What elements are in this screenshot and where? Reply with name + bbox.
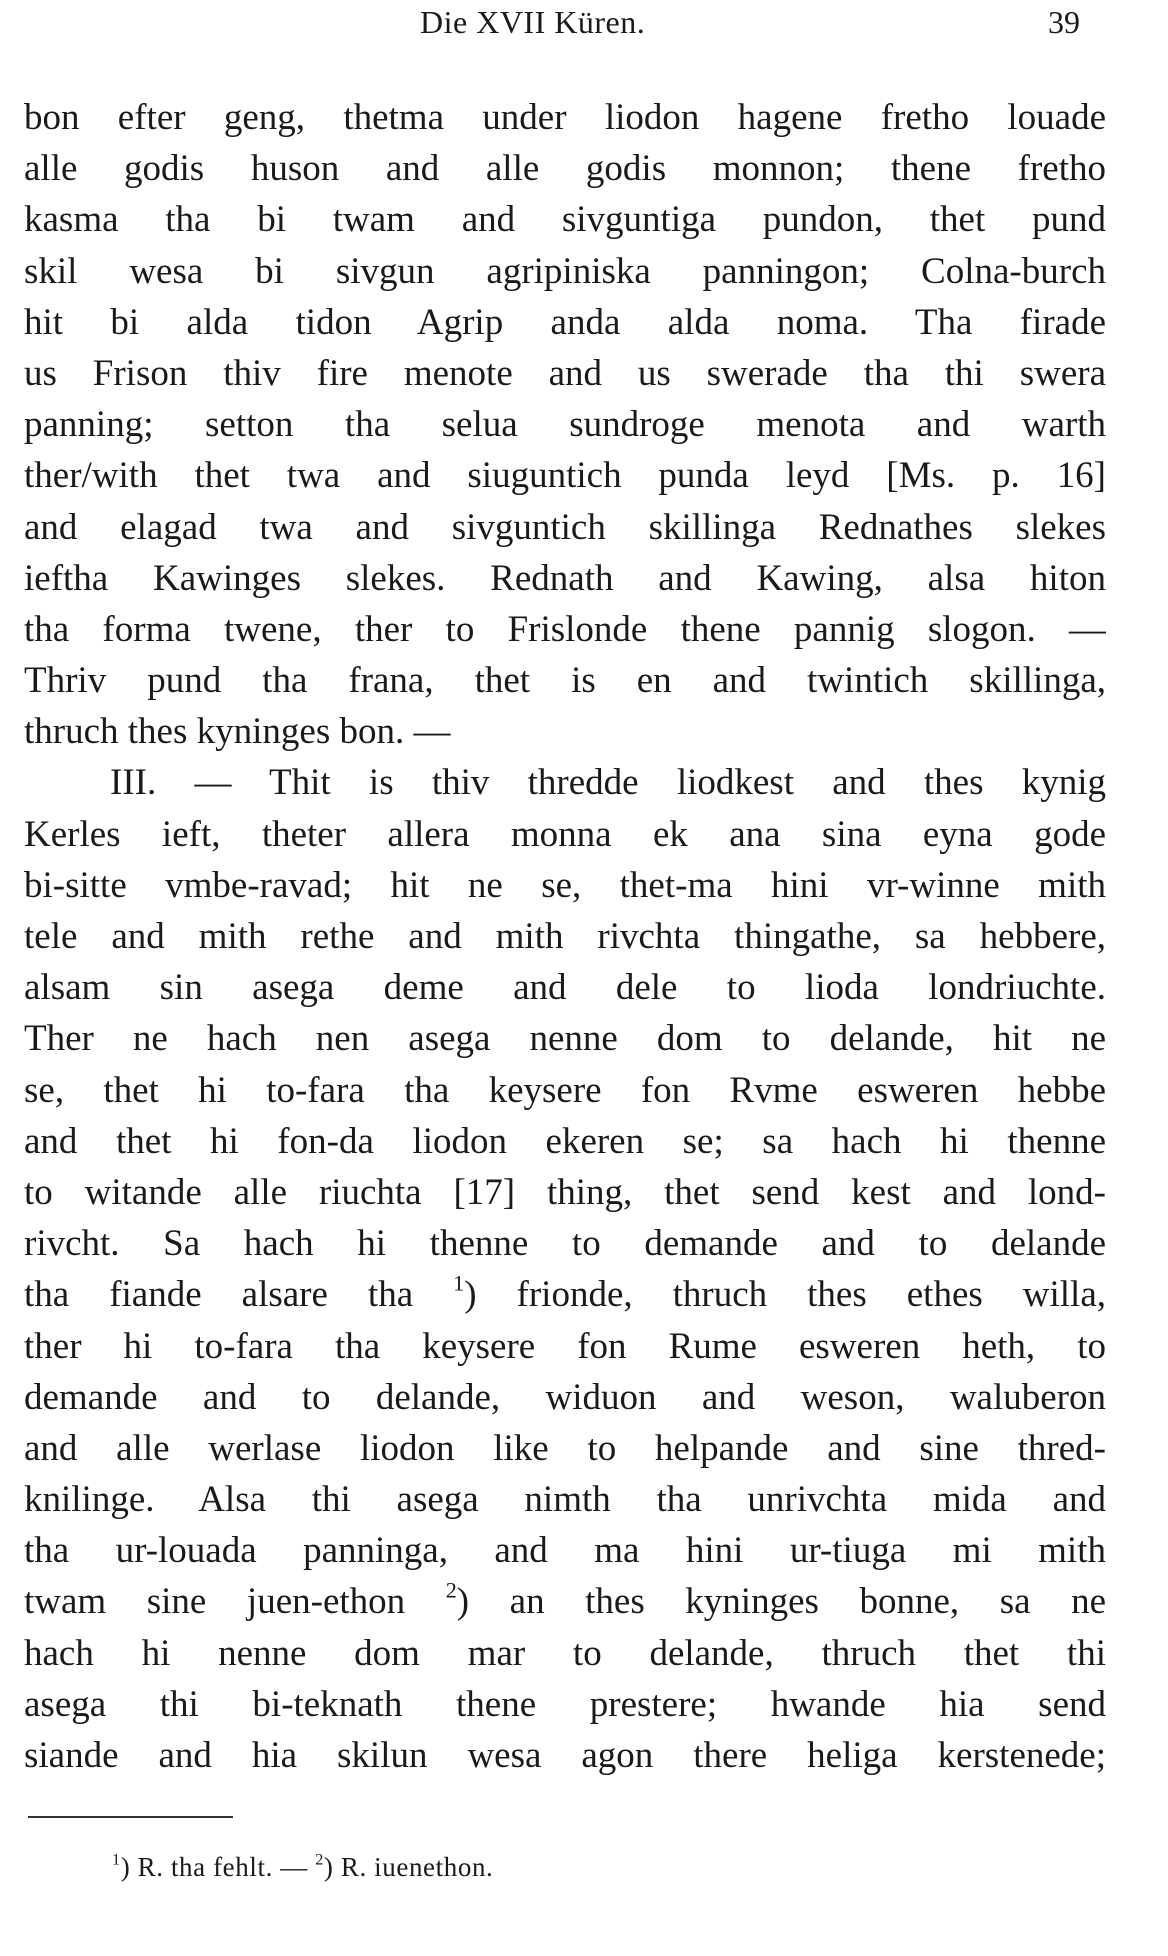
text-line: bon efter geng, thetma under liodon hagene fretho louade	[24, 97, 1106, 138]
text-line: demande and to delande, widuon and weson, waluberon	[24, 1376, 1106, 1418]
text-line: to witande alle riuchta [17] thing, thet send kest and lond-	[24, 1171, 1106, 1213]
footnote-ref-2: 2	[445, 1577, 457, 1603]
text-line: Thriv pund tha frana, thet is en and twintich skillinga,	[24, 660, 1106, 702]
text-line: hach hi nenne dom mar to delande, thruch thet thi	[24, 1632, 1106, 1674]
text-line: se, thet hi to-fara tha keysere fon Rvme esweren hebbe	[24, 1069, 1106, 1111]
text-line: tele and mith rethe and mith rivchta thingathe, sa hebbere,	[24, 916, 1106, 957]
footnote-marker-1: 1	[112, 1850, 121, 1869]
footnote-divider	[28, 1816, 233, 1818]
text-line: tha forma twene, ther to Frislonde thene pannig slogon. —	[24, 608, 1106, 650]
text-segment: ) an thes kyninges bonne, sa ne	[456, 1581, 1106, 1623]
footnote-ref-1: 1	[453, 1270, 465, 1296]
text-line: knilinge. Alsa thi asega nimth tha unrivchta mida and	[24, 1479, 1106, 1521]
footnote-text-2: ) R. iuenethon.	[323, 1852, 494, 1882]
running-head	[0, 4, 1100, 54]
text-line: alsam sin asega deme and dele to lioda londriuchte.	[24, 967, 1106, 1009]
section-start-line: III. — Thit is thiv thredde liodkest and thes kynig	[110, 762, 1106, 804]
text-line: and alle werlase liodon like to helpande and sine thred-	[24, 1427, 1106, 1469]
body-text	[24, 92, 1106, 1781]
text-line: siande and hia skilun wesa agon there heliga kerstenede;	[24, 1735, 1106, 1776]
text-segment: ) frionde, thruch thes ethes willa,	[464, 1274, 1106, 1316]
text-line-with-footnote-ref	[24, 1576, 1106, 1627]
running-title: Die XVII Küren.	[420, 4, 646, 40]
text-line: tha ur-louada panninga, and ma hini ur-tiuga mi mith	[24, 1530, 1106, 1572]
text-line: ieftha Kawinges slekes. Rednath and Kawing, alsa hiton	[24, 557, 1106, 599]
text-line: ther/with thet twa and siuguntich punda leyd [Ms. p. 16]	[24, 455, 1106, 497]
text-line: kasma tha bi twam and sivguntiga pundon, thet pund	[24, 199, 1106, 241]
text-line: and elagad twa and sivguntich skillinga Rednathes slekes	[24, 506, 1106, 548]
text-line: skil wesa bi sivgun agripiniska panningon; Colna-burch	[24, 250, 1106, 292]
text-line-with-footnote-ref	[24, 1269, 1106, 1320]
text-line: and thet hi fon-da liodon ekeren se; sa hach hi thenne	[24, 1120, 1106, 1162]
text-line: alle godis huson and alle godis monnon; thene fretho	[24, 148, 1106, 190]
text-segment: twam sine juen-ethon	[24, 1581, 406, 1623]
page-number: 39	[1048, 4, 1080, 40]
text-line: us Frison thiv fire menote and us swerade tha thi swera	[24, 352, 1106, 394]
text-line: Kerles ieft, theter allera monna ek ana sina eyna gode	[24, 813, 1106, 855]
footnote-text-1: ) R. tha fehlt. —	[120, 1852, 316, 1882]
text-line: hit bi alda tidon Agrip anda alda noma. Tha firade	[24, 301, 1106, 343]
text-line: thruch thes kyninges bon. —	[24, 711, 451, 753]
text-line: panning; setton tha selua sundroge menota and warth	[24, 404, 1106, 446]
text-line: ther hi to-fara tha keysere fon Rume esweren heth, to	[24, 1325, 1106, 1367]
footnotes	[112, 1852, 493, 1883]
footnote-marker-2: 2	[315, 1850, 324, 1869]
text-line: asega thi bi-teknath thene prestere; hwande hia send	[24, 1683, 1106, 1725]
text-segment: tha fiande alsare tha	[24, 1274, 414, 1316]
text-line: rivcht. Sa hach hi thenne to demande and to delande	[24, 1223, 1106, 1265]
text-line: Ther ne hach nen asega nenne dom to delande, hit ne	[24, 1018, 1106, 1060]
text-line: bi-sitte vmbe-ravad; hit ne se, thet-ma hini vr-winne mith	[24, 864, 1106, 906]
